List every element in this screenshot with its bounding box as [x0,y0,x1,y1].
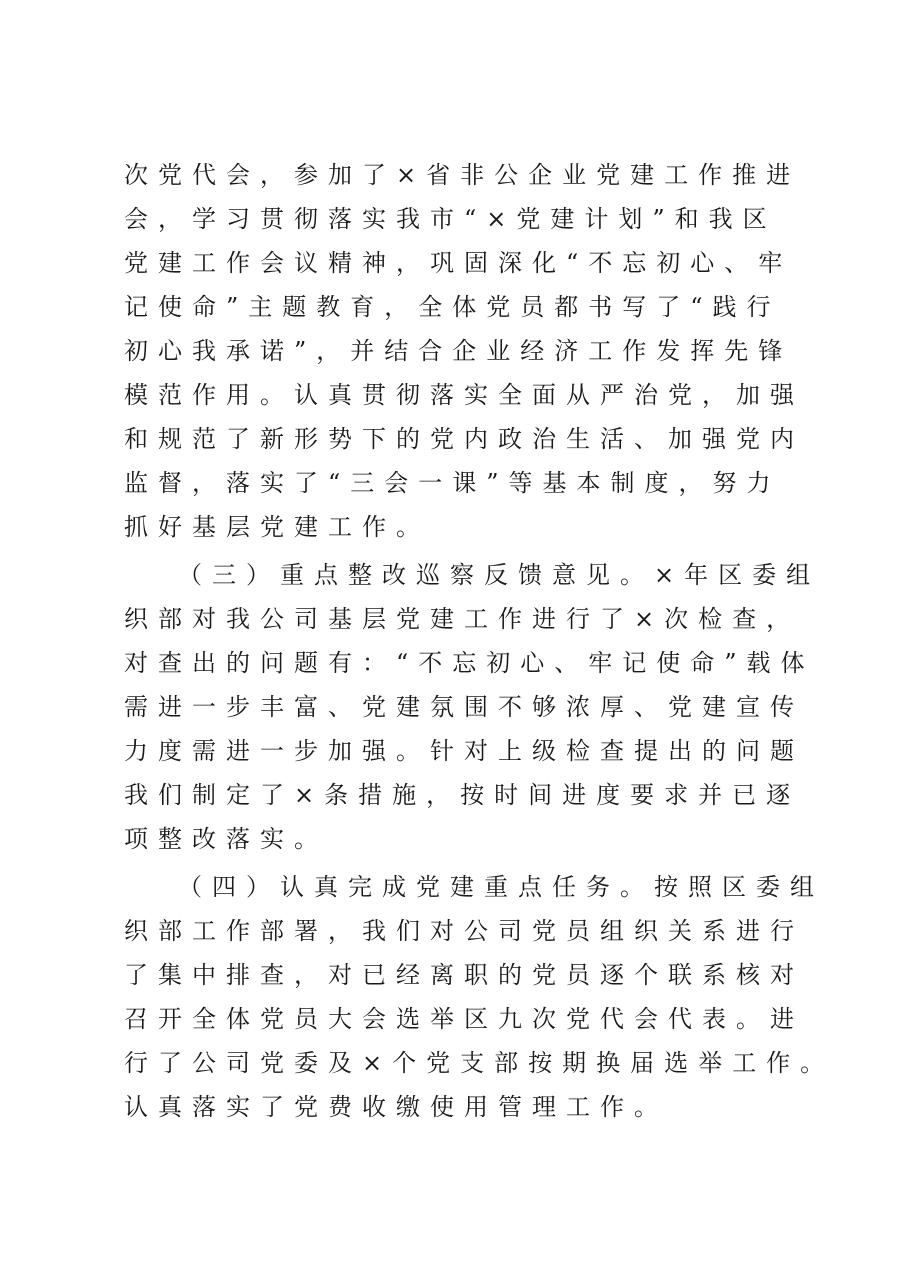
text-line: 模范作用。认真贯彻落实全面从严治党，加强 [124,381,804,409]
section-heading-line: （四）认真完成党建重点任务。按照区委组 [178,873,824,901]
section-heading-line: （三）重点整改巡察反馈意见。×年区委组 [178,561,821,589]
text-line: 了集中排查，对已经离职的党员逐个联系核对 [124,961,804,989]
text-line: 织部工作部署，我们对公司党员组织关系进行 [124,917,804,945]
text-line: 抓好基层党建工作。 [124,513,430,541]
text-line: 对查出的问题有：“不忘初心、牢记使命”载体 [124,649,815,677]
text-line: 认真落实了党费收缴使用管理工作。 [124,1093,668,1121]
text-line: 织部对我公司基层党建工作进行了×次检查， [124,605,801,633]
text-line: 初心我承诺”，并结合企业经济工作发挥先锋 [124,337,793,365]
text-line: 我们制定了×条措施，按时间进度要求并已逐 [124,781,801,809]
text-line: 需进一步丰富、党建氛围不够浓厚、党建宣传 [124,693,804,721]
text-line: 记使命”主题教育，全体党员都书写了“践行 [124,293,781,321]
text-line: 力度需进一步加强。针对上级检查提出的问题 [124,737,804,765]
text-line: 和规范了新形势下的党内政治生活、加强党内 [124,425,804,453]
text-line: 监督，落实了“三会一课”等基本制度，努力 [124,469,781,497]
text-line: 党建工作会议精神，巩固深化“不忘初心、牢 [124,249,793,277]
text-line: 行了公司党委及×个党支部按期换届选举工作。 [124,1049,835,1077]
text-line: 项整改落实。 [124,825,328,853]
text-line: 召开全体党员大会选举区九次党代会代表。进 [124,1005,804,1033]
text-line: 会，学习贯彻落实我市“×党建计划”和我区 [124,205,777,233]
text-line: 次党代会，参加了×省非公企业党建工作推进 [124,161,801,189]
